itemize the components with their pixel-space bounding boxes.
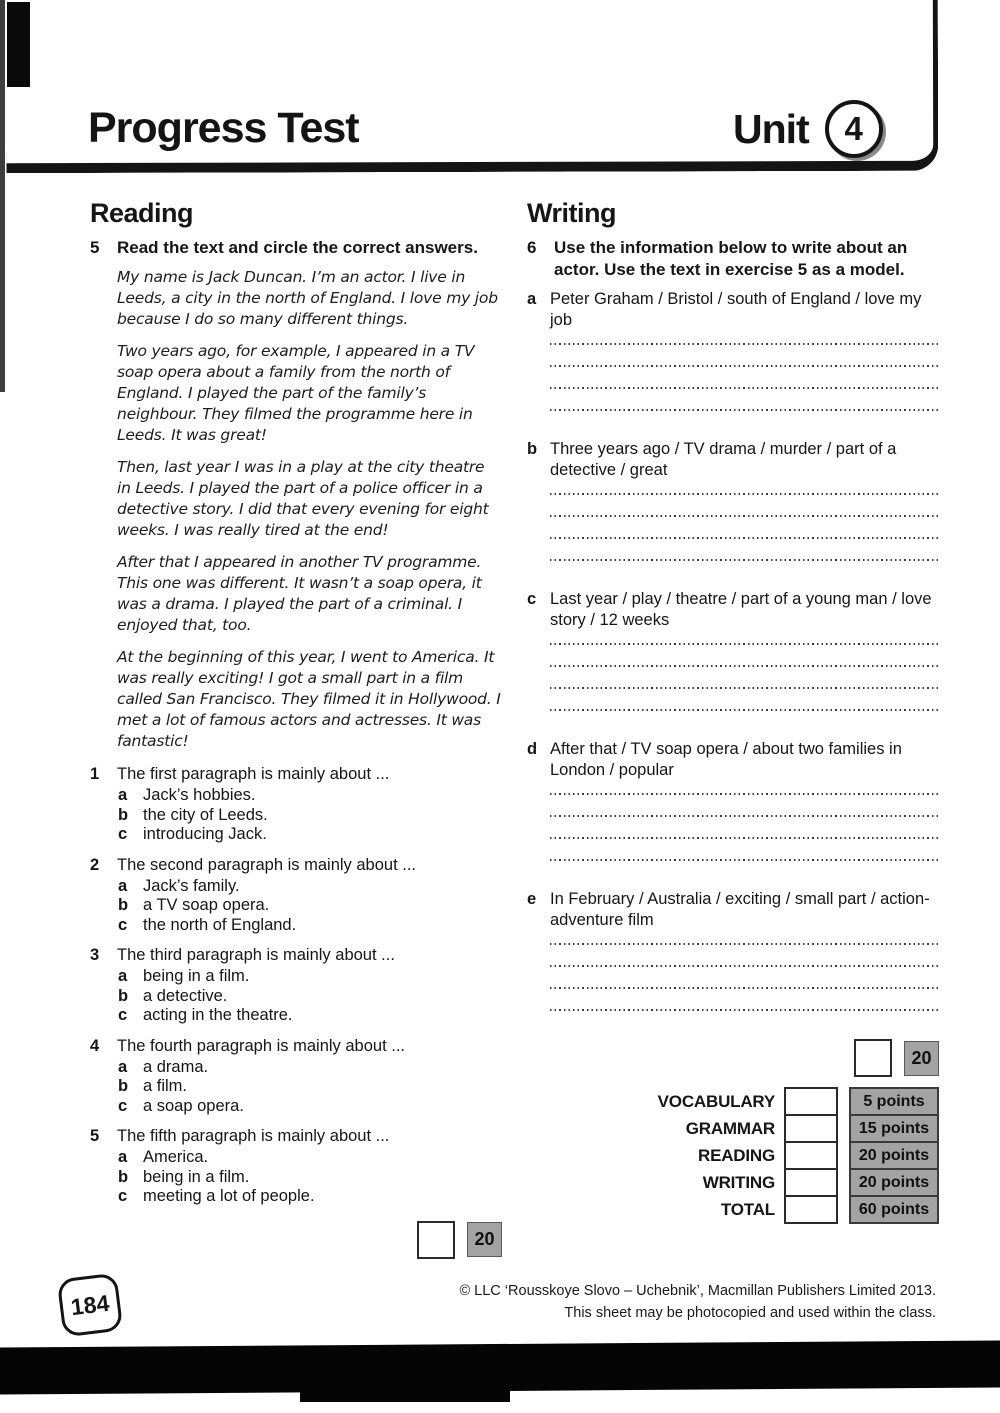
option-text: being in a film. <box>143 967 250 985</box>
option-a <box>117 877 416 897</box>
option-text: a TV soap opera. <box>143 896 270 914</box>
answer-line <box>550 409 939 411</box>
reading-questions <box>90 764 502 1207</box>
unit-number-circle <box>825 100 883 158</box>
reading-score-input-box <box>417 1221 455 1259</box>
answer-line <box>550 365 939 367</box>
score-table-row <box>527 1114 939 1143</box>
score-points-box: 15 points <box>849 1114 939 1143</box>
option-text: a soap opera. <box>143 1096 244 1115</box>
reading-score-max-box: 20 <box>467 1222 502 1257</box>
writing-score-max-box: 20 <box>904 1041 939 1076</box>
option-a <box>117 1148 389 1168</box>
exercise-number: 5 <box>90 238 100 257</box>
option-a <box>117 786 389 806</box>
option-text: Jack’s family. <box>143 876 240 895</box>
score-table-row <box>527 1168 939 1197</box>
answer-line <box>550 965 939 967</box>
answer-line <box>550 1009 939 1011</box>
passage-paragraph: My name is Jack Duncan. I’m an actor. I live in Leeds, a city in the north of England. I love my job because I do so many different things. <box>117 268 498 328</box>
item-letter: c <box>527 590 537 608</box>
reading-heading: Reading <box>90 198 194 228</box>
option-letter: c <box>118 1006 128 1024</box>
option-letter: a <box>118 967 128 985</box>
question-5 <box>90 1126 502 1207</box>
score-row-label: TOTAL <box>720 1199 775 1219</box>
writing-item-d <box>527 739 939 881</box>
answer-line <box>550 493 939 495</box>
option-text: meeting a lot of people. <box>143 1187 315 1205</box>
option-text: America. <box>143 1148 209 1166</box>
writing-item-e <box>527 889 939 1031</box>
question-3 <box>90 945 502 1026</box>
option-letter: b <box>118 986 129 1005</box>
option-c <box>117 1006 395 1026</box>
passage-paragraph: Two years ago, for example, I appeared in a TV soap opera about a family from the north of England. I played the part of the family’s neighbour. They filmed the programme here in Leeds. It was great! <box>117 342 475 444</box>
score-input-box <box>784 1114 838 1143</box>
writing-section <box>527 198 939 1224</box>
answer-line <box>550 837 939 839</box>
answer-line <box>550 943 939 945</box>
scan-artifact-bottom-tab <box>300 1386 510 1402</box>
option-letter: a <box>118 786 128 804</box>
item-prompt: Peter Graham / Bristol / south of England / love my job <box>550 290 922 329</box>
question-stem: The second paragraph is mainly about ... <box>117 855 417 874</box>
answer-line <box>550 987 939 989</box>
option-letter: c <box>118 1096 128 1115</box>
option-letter: b <box>118 1167 129 1186</box>
score-input-box <box>784 1087 838 1116</box>
option-text: the north of England. <box>143 915 297 934</box>
option-text: the city of Leeds. <box>143 805 268 824</box>
question-number: 2 <box>90 855 100 874</box>
option-c <box>117 1097 405 1117</box>
answer-line <box>550 709 939 711</box>
question-1 <box>90 764 502 845</box>
answer-line <box>550 343 939 345</box>
passage-paragraph: Then, last year I was in a play at the city theatre in Leeds. I played the part of a police officer in a detective story. I did that every evening for eight weeks. I was really tired at the end! <box>117 458 489 539</box>
option-letter: b <box>118 805 129 824</box>
question-stem: The first paragraph is mainly about ... <box>117 765 390 783</box>
score-table-row <box>527 1141 939 1170</box>
option-b <box>117 987 395 1007</box>
writing-item-b <box>527 439 939 581</box>
question-stem: The third paragraph is mainly about ... <box>117 946 395 964</box>
copyright-line-2: This sheet may be photocopied and used within the class. <box>564 1305 936 1321</box>
option-b <box>117 896 416 916</box>
reading-section <box>90 198 502 1259</box>
option-letter: b <box>118 1077 129 1095</box>
writing-item-a <box>527 289 939 431</box>
answer-line <box>550 859 939 861</box>
score-points-box: 60 points <box>849 1195 939 1224</box>
question-stem: The fourth paragraph is mainly about ... <box>117 1036 405 1055</box>
option-text: acting in the theatre. <box>143 1006 293 1024</box>
item-prompt: In February / Australia / exciting / small part / action-adventure film <box>550 890 930 929</box>
item-letter: e <box>527 890 537 908</box>
score-row-label: VOCABULARY <box>657 1091 775 1111</box>
option-a <box>117 1058 405 1078</box>
answer-line <box>550 537 939 539</box>
option-b <box>117 1077 405 1097</box>
option-letter: a <box>118 1148 128 1166</box>
option-text: a detective. <box>143 986 228 1005</box>
score-input-box <box>784 1195 838 1224</box>
question-2 <box>90 855 502 936</box>
passage-paragraph: After that I appeared in another TV programme. This one was different. It wasn’t a soap opera, it was a drama. I played the part of a criminal. I enjoyed that, too. <box>117 553 482 634</box>
option-letter: c <box>118 825 128 843</box>
reading-exercise-instruction <box>90 237 502 259</box>
item-letter: d <box>527 740 538 758</box>
answer-line <box>550 559 939 561</box>
page-title: Progress Test <box>88 104 359 152</box>
question-number: 4 <box>90 1036 100 1055</box>
answer-line <box>550 643 939 645</box>
writing-score-row <box>527 1039 939 1077</box>
item-letter: b <box>527 440 538 458</box>
score-row-label: WRITING <box>702 1172 775 1192</box>
writing-exercise-instruction <box>527 237 939 281</box>
answer-lines <box>550 943 939 1011</box>
option-a <box>117 967 395 987</box>
question-4 <box>90 1036 502 1117</box>
option-b <box>117 806 389 826</box>
score-row-label: GRAMMAR <box>685 1118 775 1138</box>
passage-paragraph: At the beginning of this year, I went to America. It was really exciting! I got a small part in a film called San Francisco. They filmed it in Hollywood. I met a lot of famous actors and actresses. It was fantastic! <box>117 648 501 750</box>
option-c <box>117 825 389 845</box>
reading-score-row <box>90 1221 502 1259</box>
option-text: introducing Jack. <box>143 825 267 843</box>
answer-lines <box>550 793 939 861</box>
option-letter: b <box>118 896 129 914</box>
option-b <box>117 1168 389 1188</box>
answer-line <box>550 793 939 795</box>
item-letter: a <box>527 290 537 308</box>
answer-lines <box>550 343 939 411</box>
option-text: Jack’s hobbies. <box>143 786 256 804</box>
score-table-row <box>527 1195 939 1224</box>
exercise-instruction-text: Read the text and circle the correct answers. <box>117 238 478 257</box>
exercise-number: 6 <box>527 238 537 257</box>
score-table <box>527 1087 939 1224</box>
writing-score-input-box <box>854 1039 892 1077</box>
answer-line <box>550 815 939 817</box>
answer-line <box>550 687 939 689</box>
score-row-label: READING <box>698 1145 775 1165</box>
answer-line <box>550 387 939 389</box>
score-points-box: 20 points <box>849 1168 939 1197</box>
writing-heading: Writing <box>527 198 616 228</box>
answer-line <box>550 515 939 517</box>
score-input-box <box>784 1141 838 1170</box>
score-input-box <box>784 1168 838 1197</box>
option-letter: c <box>118 1187 128 1205</box>
option-text: a drama. <box>143 1057 209 1076</box>
item-prompt: Last year / play / theatre / part of a young man / love story / 12 weeks <box>550 590 932 629</box>
copyright-notice <box>459 1280 936 1324</box>
item-prompt: After that / TV soap opera / about two families in London / popular <box>550 740 902 779</box>
reading-passage <box>117 267 502 752</box>
unit-label: Unit <box>733 105 809 152</box>
option-letter: a <box>118 1057 128 1076</box>
option-text: a film. <box>143 1077 188 1095</box>
unit-badge <box>733 100 883 158</box>
option-c <box>117 1187 389 1207</box>
page-number-badge <box>57 1273 124 1338</box>
score-table-row <box>527 1087 939 1116</box>
answer-lines <box>550 493 939 561</box>
option-letter: a <box>118 876 128 895</box>
option-c <box>117 916 416 936</box>
question-number: 3 <box>90 946 100 964</box>
copyright-line-1: © LLC ‘Rousskoye Slovo – Uchebnik’, Macmillan Publishers Limited 2013. <box>459 1283 936 1299</box>
scan-artifact-strip <box>0 0 5 392</box>
page-number: 184 <box>69 1289 111 1320</box>
writing-item-c <box>527 589 939 731</box>
score-points-box: 20 points <box>849 1141 939 1170</box>
question-stem: The fifth paragraph is mainly about ... <box>117 1127 390 1145</box>
item-prompt: Three years ago / TV drama / murder / part of a detective / great <box>550 440 897 479</box>
exercise-instruction-text: Use the information below to write about an actor. Use the text in exercise 5 as a model. <box>554 238 908 279</box>
answer-lines <box>550 643 939 711</box>
option-text: being in a film. <box>143 1167 250 1186</box>
unit-number: 4 <box>844 110 863 147</box>
question-number: 1 <box>90 765 100 783</box>
question-number: 5 <box>90 1127 100 1145</box>
answer-line <box>550 665 939 667</box>
option-letter: c <box>118 915 128 934</box>
score-points-box: 5 points <box>849 1087 939 1116</box>
